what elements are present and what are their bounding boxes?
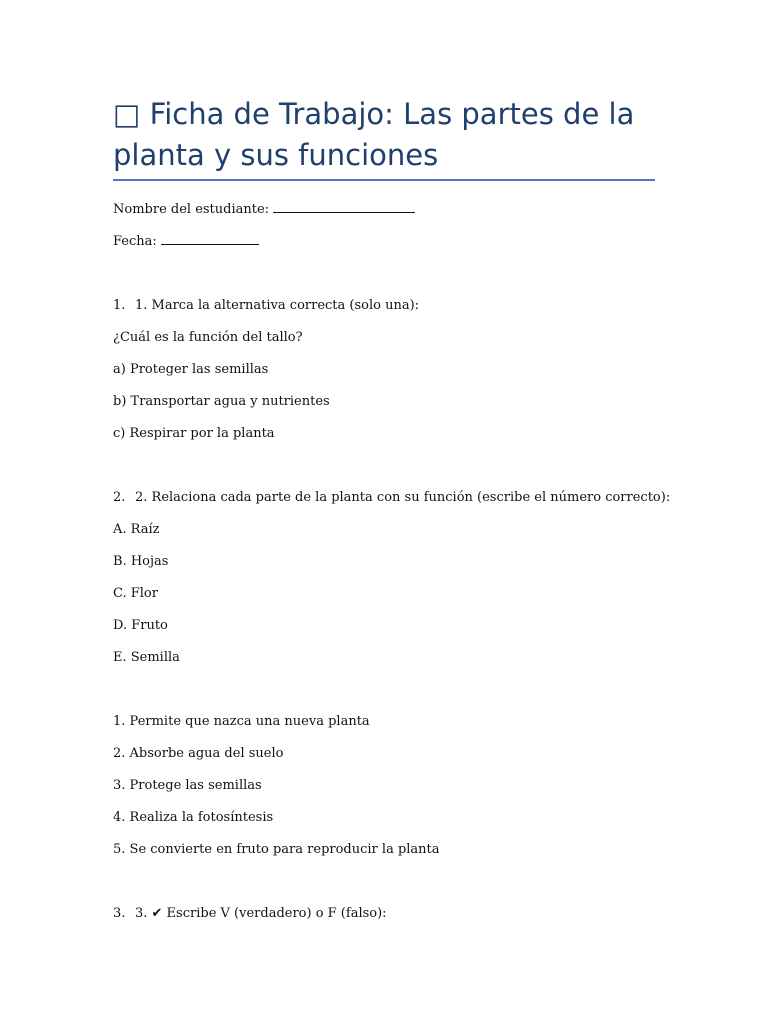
- part-item: A. Raíz: [113, 522, 160, 537]
- student-name-label: Nombre del estudiante:: [113, 202, 270, 217]
- option-c: c) Respirar por la planta: [113, 426, 275, 441]
- question-2-heading: [113, 489, 670, 507]
- list-number: 2.: [113, 490, 126, 505]
- student-name-blank: [273, 201, 415, 213]
- function-item: 1. Permite que nazca una nueva planta: [113, 714, 370, 729]
- part-item: E. Semilla: [113, 650, 180, 665]
- function-item: 2. Absorbe agua del suelo: [113, 746, 284, 761]
- question-3-text: 3. ✔ Escribe V (verdadero) o F (falso):: [135, 906, 387, 921]
- part-item: D. Fruto: [113, 618, 168, 633]
- function-item: 4. Realiza la fotosíntesis: [113, 810, 274, 825]
- question-1-text: 1. Marca la alternativa correcta (solo una):: [135, 298, 420, 313]
- option-b: b) Transportar agua y nutrientes: [113, 394, 330, 409]
- function-item: 3. Protege las semillas: [113, 778, 262, 793]
- title-divider: [113, 179, 655, 181]
- page-title: □ Ficha de Trabajo: Las partes de la planta y sus funciones: [113, 97, 635, 172]
- question-1-prompt: ¿Cuál es la función del tallo?: [113, 330, 303, 345]
- date-line: [113, 233, 259, 251]
- question-1-heading: [113, 297, 419, 315]
- option-a: a) Proteger las semillas: [113, 362, 269, 377]
- date-blank: [161, 233, 259, 245]
- part-item: C. Flor: [113, 586, 158, 601]
- list-number: 3.: [113, 906, 126, 921]
- function-item: 5. Se convierte en fruto para reproducir la planta: [113, 842, 440, 857]
- list-number: 1.: [113, 298, 126, 313]
- student-name-line: [113, 201, 415, 219]
- part-item: B. Hojas: [113, 554, 169, 569]
- question-3-heading: [113, 905, 387, 923]
- date-label: Fecha:: [113, 234, 157, 249]
- question-2-text: 2. Relaciona cada parte de la planta con su función (escribe el número correcto):: [135, 490, 671, 505]
